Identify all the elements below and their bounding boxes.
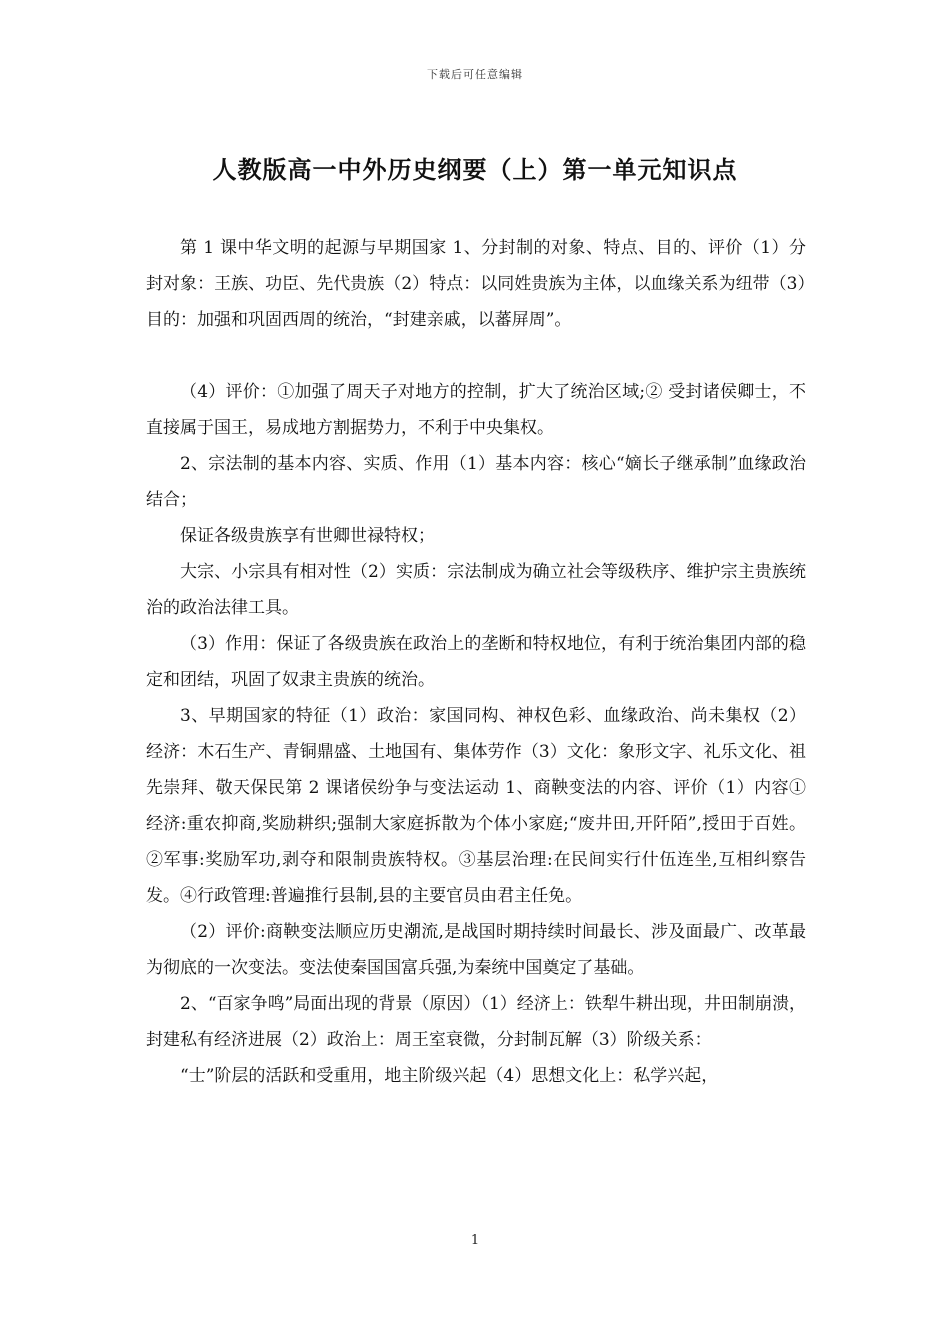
header-note: 下载后可任意编辑 [427,68,523,81]
paragraph: 2、宗法制的基本内容、实质、作用（1）基本内容：核心“嫡长子继承制”血缘政治结合； [146,454,806,510]
paragraph: 3、早期国家的特征（1）政治：家国同构、神权色彩、血缘政治、尚未集权（2）经济：木石生产、青铜鼎盛、土地国有、集体劳作（3）文化：象形文字、礼乐文化、祖先崇拜、敬天保民第 2 课诸侯纷争与变法运动 1、商鞅变法的内容、评价（1）内容①经济:重农抑商,奖励耕织;强制大家庭拆散为个体小家庭;“废井田,开阡陌”,授田于百姓。②军事:奖励军功,剥夺和限制贵族特权。③基层治理:在民间实行什伍连坐,互相纠察告发。④行政管理:普遍推行县制,县的主要官员由君主任免。 [146,706,806,906]
paragraph: 2、“百家争鸣”局面出现的背景（原因）（1）经济上：铁犁牛耕出现，井田制崩溃，封建私有经济进展（2）政治上：周王室衰微，分封制瓦解（3）阶级关系： [146,994,806,1050]
paragraph: 第 1 课中华文明的起源与早期国家 1、分封制的对象、特点、目的、评价（1）分封对象：王族、功臣、先代贵族（2）特点：以同姓贵族为主体，以血缘关系为纽带（3）目的：加强和巩固西周的统治，“封建亲戚，以蕃屏周”。 [146,238,806,330]
paragraph: （2）评价:商鞅变法顺应历史潮流,是战国时期持续时间最长、涉及面最广、改革最为彻底的一次变法。变法使秦国国富兵强,为秦统中国奠定了基础。 [146,922,806,978]
paragraph: “士”阶层的活跃和受重用，地主阶级兴起（4）思想文化上：私学兴起， [180,1066,719,1086]
paragraph: 大宗、小宗具有相对性（2）实质：宗法制成为确立社会等级秩序、维护宗主贵族统治的政治法律工具。 [146,562,806,618]
page-number: 1 [470,1233,480,1248]
paragraph: （3）作用：保证了各级贵族在政治上的垄断和特权地位，有利于统治集团内部的稳定和团结，巩固了奴隶主贵族的统治。 [146,634,806,690]
paragraph: （4）评价：①加强了周天子对地方的控制，扩大了统治区域;② 受封诸侯卿士，不直接属于国王，易成地方割据势力，不利于中央集权。 [146,382,806,438]
paragraph: 保证各级贵族享有世卿世禄特权； [180,526,435,546]
document-body [146,230,806,1094]
document-title: 人教版高一中外历史纲要（上）第一单元知识点 [212,156,738,184]
